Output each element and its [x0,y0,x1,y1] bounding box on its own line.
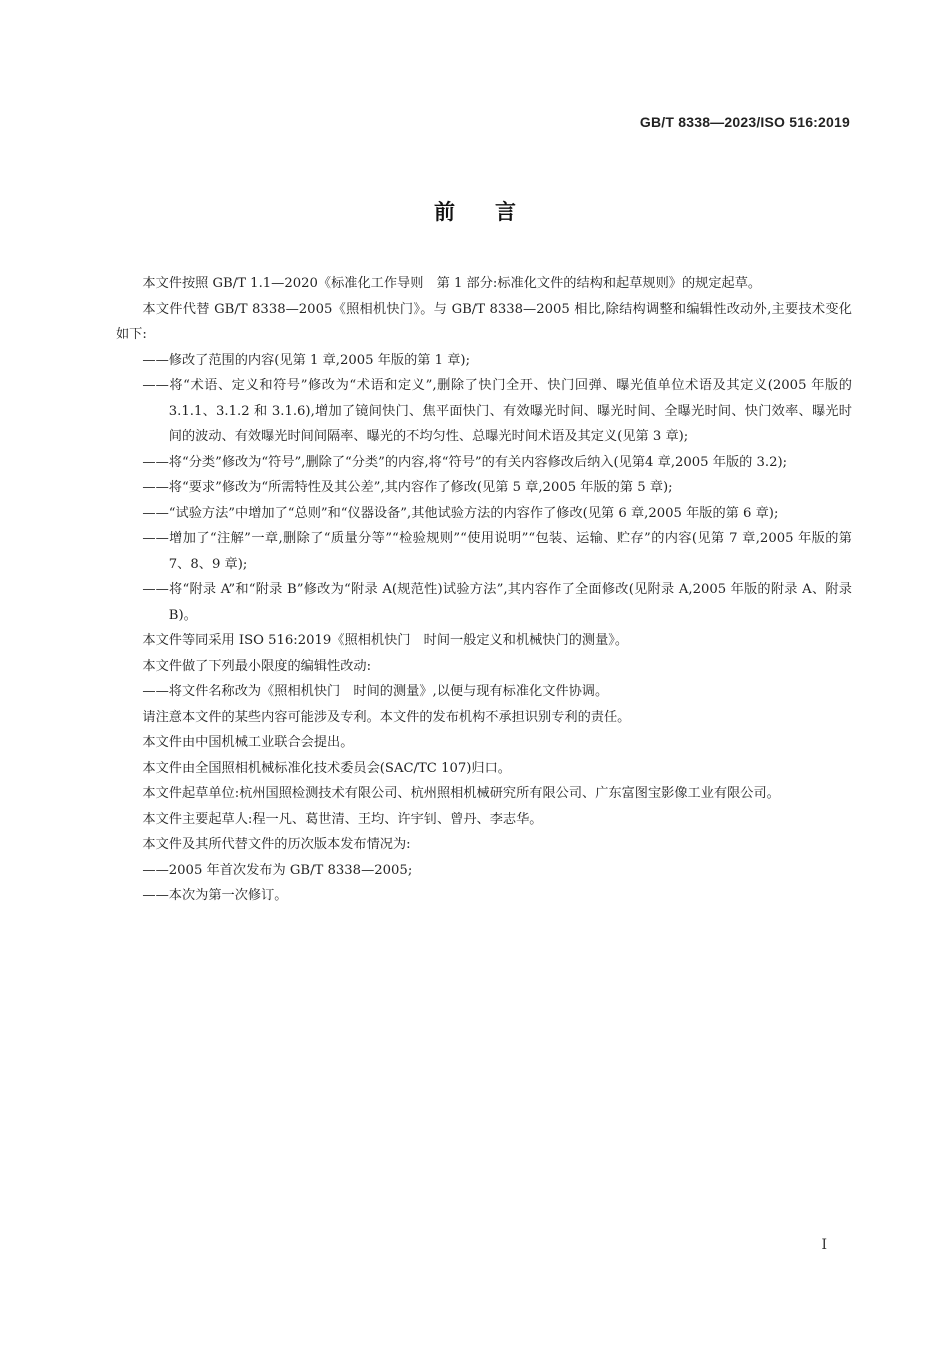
list-item: ——将“附录 A”和“附录 B”修改为“附录 A(规范性)试验方法”,其内容作了全面修改(见附录 A,2005 年版的附录 A、附录 B)。 [142,582,852,623]
list-item: ——将“分类”修改为“符号”,删除了“分类”的内容,将“符号”的有关内容修改后纳入(见第4 章,2005 年版的 3.2); [142,454,788,470]
paragraph: 本文件主要起草人:程一凡、葛世清、王均、许宇钊、曾丹、李志华。 [142,811,543,827]
paragraph: 本文件等同采用 ISO 516:2019《照相机快门 时间一般定义和机械快门的测量》。 [142,633,629,648]
paragraph: 本文件起草单位:杭州国照检测技术有限公司、杭州照相机械研究所有限公司、广东富图宝影像工业有限公司。 [142,786,780,801]
paragraph: 本文件代替 GB/T 8338—2005《照相机快门》。与 GB/T 8338—2005 相比,除结构调整和编辑性改动外,主要技术变化如下: [116,301,852,342]
paragraph: 本文件及其所代替文件的历次版本发布情况为: [142,837,411,852]
list-item: ——将“术语、定义和符号”修改为“术语和定义”,删除了快门全开、快门回弹、曝光值单位术语及其定义(2005 年版的 3.1.1、3.1.2 和 3.1.6),增加了镜间快门、焦平面快门、有效曝光时间、曝光时间、全曝光时间、快门效率、曝光时间的波动、有效曝光时间间隔率、曝光的不均匀性、总曝光时间术语及其定义(见第 3 章); [142,378,852,444]
list-item: ——2005 年首次发布为 GB/T 8338—2005; [142,862,413,878]
paragraph: 本文件做了下列最小限度的编辑性改动: [142,658,372,674]
list-item: ——将“要求”修改为“所需特性及其公差”,其内容作了修改(见第 5 章,2005 年版的第 5 章); [142,480,673,495]
page-number: I [821,1237,827,1253]
list-item: ——将文件名称改为《照相机快门 时间的测量》,以便与现有标准化文件协调。 [142,684,609,699]
standard-number: GB/T 8338—2023/ISO 516:2019 [639,114,850,130]
list-item: ——“试验方法”中增加了“总则”和“仪器设备”,其他试验方法的内容作了修改(见第 6 章,2005 年版的第 6 章); [142,505,779,521]
page-title: 前言 [434,200,556,224]
paragraph: 本文件由全国照相机械标准化技术委员会(SAC/TC 107)归口。 [142,760,511,776]
list-item: ——本次为第一次修订。 [142,888,288,903]
paragraph: 本文件由中国机械工业联合会提出。 [142,735,354,750]
document-body [116,271,852,909]
paragraph: 请注意本文件的某些内容可能涉及专利。本文件的发布机构不承担识别专利的责任。 [142,709,631,725]
paragraph: 本文件按照 GB/T 1.1—2020《标准化工作导则 第 1 部分:标准化文件的结构和起草规则》的规定起草。 [142,276,762,291]
list-item: ——增加了“注解”一章,删除了“质量分等”“检验规则”“使用说明”“包装、运输、贮存”的内容(见第 7 章,2005 年版的第 7、8、9 章); [142,531,852,572]
list-item: ——修改了范围的内容(见第 1 章,2005 年版的第 1 章); [142,352,471,368]
